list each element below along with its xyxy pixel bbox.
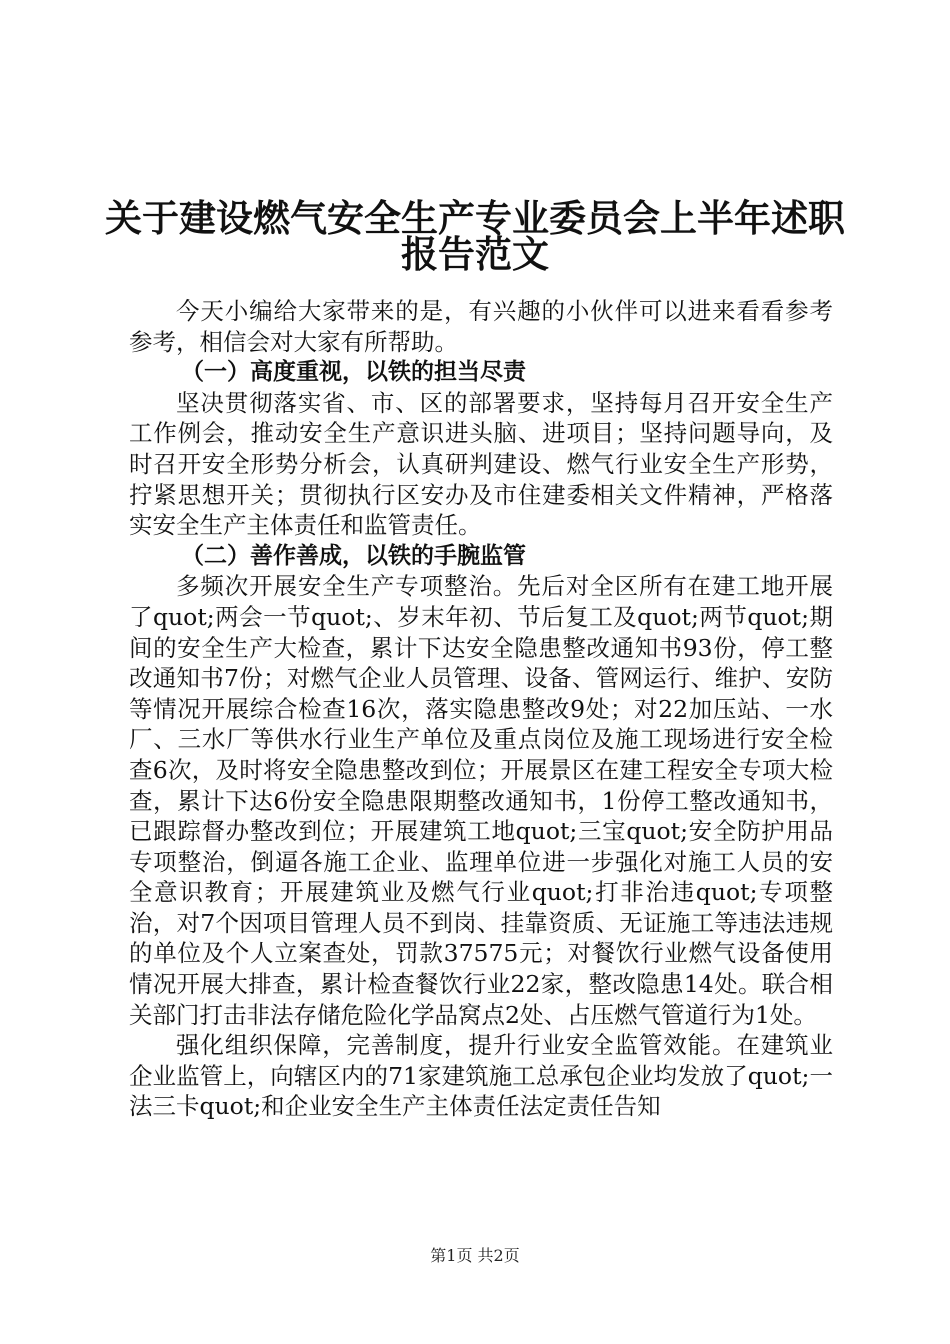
document-body bbox=[129, 296, 833, 1122]
section-2-heading: （二）善作善成，以铁的手腕监管 bbox=[181, 542, 526, 569]
section-2-paragraph-2: 强化组织保障，完善制度，提升行业安全监管效能。在建筑业企业监管上，向辖区内的71家建筑施工总承包企业均发放了quot;一法三卡quot;和企业安全生产主体责任法定责任告知 bbox=[129, 1031, 833, 1121]
intro-paragraph: 今天小编给大家带来的是，有兴趣的小伙伴可以进来看看参考参考，相信会对大家有所帮助。 bbox=[129, 297, 833, 356]
section-1-heading: （一）高度重视，以铁的担当尽责 bbox=[181, 359, 526, 386]
document-title-line-2: 报告范文 bbox=[401, 233, 549, 276]
section-1-paragraph: 坚决贯彻落实省、市、区的部署要求，坚持每月召开安全生产工作例会，推动安全生产意识进头脑、进项目；坚持问题导向，及时召开安全形势分析会，认真研判建设、燃气行业安全生产形势，拧紧思想开关；贯彻执行区安办及市住建委相关文件精神，严格落实安全生产主体责任和监管责任。 bbox=[129, 388, 833, 540]
page-number-footer: 第1页 共2页 bbox=[430, 1246, 520, 1265]
document-title-line-1: 关于建设燃气安全生产专业委员会上半年述职 bbox=[105, 197, 845, 240]
section-2-paragraph-1: 多频次开展安全生产专项整治。先后对全区所有在建工地开展了quot;两会一节quot;、岁末年初、节后复工及quot;两节quot;期间的安全生产大检查，累计下达安全隐患整改通知书93份，停工整改通知书7份；对燃气企业人员管理、设备、管网运行、维护、安防等情况开展综合检查16次，落实隐患整改9处；对22加压站、一水厂、三水厂等供水行业生产单位及重点岗位及施工现场进行安全检查6次，及时将安全隐患整改到位；开展景区在建工程安全专项大检查，累计下达6份安全隐患限期整改通知书，1份停工整改通知书，已跟踪督办整改到位；开展建筑工地quot;三宝quot;安全防护用品专项整治，倒逼各施工企业、监理单位进一步强化对施工人员的安全意识教育；开展建筑业及燃气行业quot;打非治违quot;专项整治，对7个因项目管理人员不到岗、挂靠资质、无证施工等违法违规的单位及个人立案查处，罚款37575元；对餐饮行业燃气设备使用情况开展大排查，累计检查餐饮行业22家，整改隐患14处。联合相关部门打击非法存储危险化学品窝点2处、占压燃气管道行为1处。 bbox=[129, 572, 833, 1029]
